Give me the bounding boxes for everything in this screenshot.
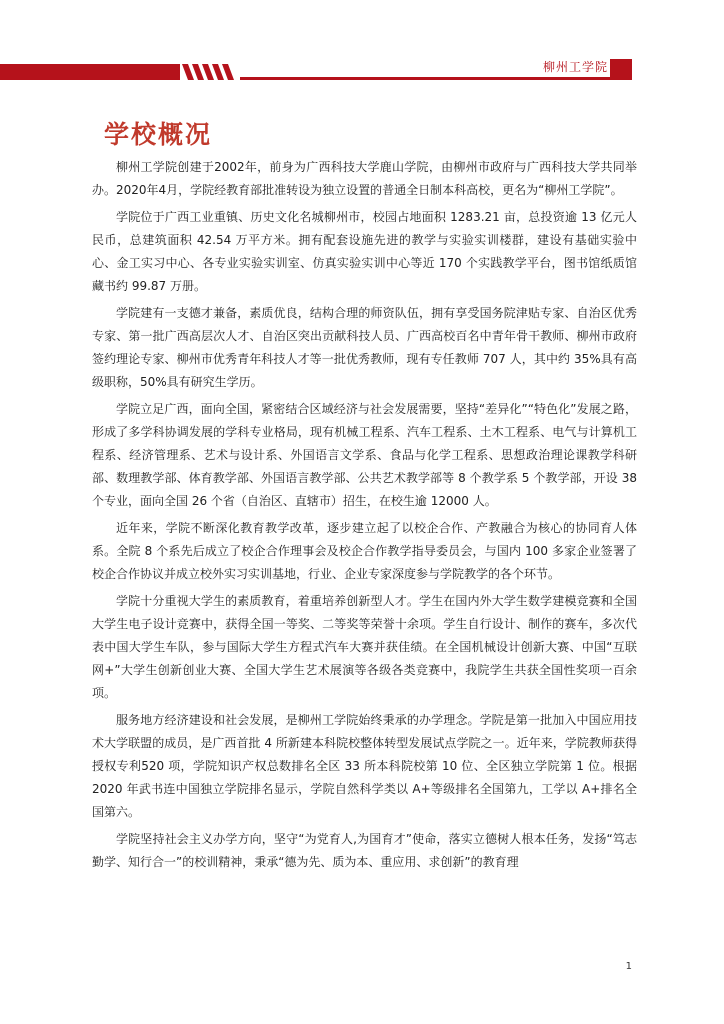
body-text [92, 156, 637, 878]
page-header [0, 59, 724, 89]
header-stripes-decoration [180, 64, 240, 80]
page-number: 1 [625, 961, 632, 972]
paragraph-campus: 学院位于广西工业重镇、历史文化名城柳州市，校园占地面积 1283.21 亩，总投资逾 13 亿元人民币，总建筑面积 42.54 万平方米。拥有配套设施先进的教学与实验实训楼群，建设有基础实验中心、金工实习中心、各专业实验实训室、仿真实验实训中心等近 170 个实践教学平台，图书馆纸质馆藏书约 99.87 万册。 [92, 210, 637, 293]
header-red-bar [0, 64, 180, 80]
header-red-tab [610, 59, 632, 80]
paragraph-faculty: 学院建有一支德才兼备，素质优良，结构合理的师资队伍，拥有享受国务院津贴专家、自治区优秀专家、第一批广西高层次人才、自治区突出贡献科技人员、广西高校百名中青年骨干教师、柳州市政府签约理论专家、柳州市优秀青年科技人才等一批优秀教师，现有专任教师 707 人，其中约 35%具有高级职称，50%具有研究生学历。 [92, 306, 637, 389]
header-school-name: 柳州工学院 [542, 60, 608, 74]
paragraph-philosophy: 学院坚持社会主义办学方向，坚守“为党育人,为国育才”使命，落实立德树人根本任务，发扬“笃志勤学、知行合一”的校训精神，秉承“德为先、质为本、重应用、求创新”的教育理 [92, 832, 637, 869]
paragraph-service: 服务地方经济建设和社会发展，是柳州工学院始终秉承的办学理念。学院是第一批加入中国应用技术大学联盟的成员，是广西首批 4 所新建本科院校整体转型发展试点学院之一。近年来，学院教师获得授权专利520 项，学院知识产权总数排名全区 33 所本科院校第 10 位、全区独立学院第 1 位。根据 2020 年武书连中国独立学院排名显示，学院自然科学类以 A+等级排名全国第九，工学以 A+排名全国第六。 [92, 713, 637, 819]
paragraph-cooperation: 近年来，学院不断深化教育教学改革，逐步建立起了以校企合作、产教融合为核心的协同育人体系。全院 8 个系先后成立了校企合作理事会及校企合作教学指导委员会，与国内 100 多家企业签署了校企合作协议并成立校外实习实训基地，行业、企业专家深度参与学院教学的各个环节。 [92, 521, 637, 581]
paragraph-student-quality: 学院十分重视大学生的素质教育，着重培养创新型人才。学生在国内外大学生数学建模竞赛和全国大学生电子设计竞赛中，获得全国一等奖、二等奖等荣誉十余项。学生自行设计、制作的赛车，多次代表中国大学生车队，参与国际大学生方程式汽车大赛并获佳绩。在全国机械设计创新大赛、中国“互联网+”大学生创新创业大赛、全国大学生艺术展演等各级各类竞赛中，我院学生共获全国性奖项一百余项。 [92, 594, 637, 700]
paragraph-founding: 柳州工学院创建于2002年，前身为广西科技大学鹿山学院，由柳州市政府与广西科技大学共同举办。2020年4月，学院经教育部批准转设为独立设置的普通全日制本科高校，更名为“柳州工学院”。 [92, 160, 637, 197]
page-title: 学校概况 [104, 120, 213, 149]
header-rule-line [240, 77, 610, 80]
paragraph-disciplines: 学院立足广西，面向全国，紧密结合区域经济与社会发展需要，坚持“差异化”“特色化”发展之路，形成了多学科协调发展的学科专业格局，现有机械工程系、汽车工程系、土木工程系、电气与计算机工程系、经济管理系、艺术与设计系、外国语言文学系、食品与化学工程系、思想政治理论课教学科研部、数理教学部、体育教学部、外国语言教学部、公共艺术教学部等 8 个教学系 5 个教学部，开设 38 个专业，面向全国 26 个省（自治区、直辖市）招生，在校生逾 12000 人。 [92, 402, 637, 508]
